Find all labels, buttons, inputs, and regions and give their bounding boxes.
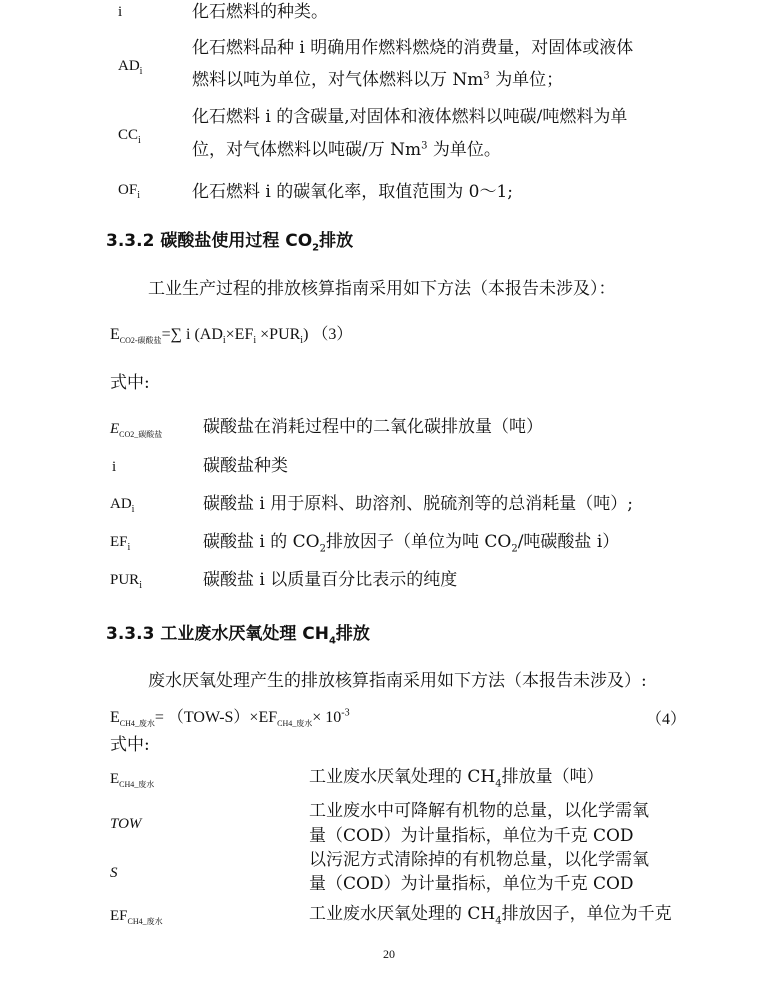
var-e-co2-symbol: $E_{CO2\_碳酸盐}$ bbox=[110, 421, 163, 439]
var-tow-symbol: TOW bbox=[110, 816, 142, 832]
var-cc-description-line1: 化石燃料 i 的含碳量,对固体和液体燃料以吨碳/吨燃料为单 bbox=[192, 107, 628, 127]
formula-3: $E_{CO2-碳酸盐}=\sum$ i $(AD_i\times EF_i \times PUR_i)$ （3） bbox=[110, 326, 353, 347]
section-3-3-3-intro: 废水厌氧处理产生的排放核算指南采用如下方法（本报告未涉及）: bbox=[148, 671, 647, 691]
var-ef-carbonate-description: 碳酸盐 i 的 $CO_2$排放因子（单位为吨 $CO_2/$吨碳酸盐 i） bbox=[203, 532, 620, 555]
var-e-ch4-description: 工业废水厌氧处理的 $CH_4$排放量（吨） bbox=[309, 767, 604, 790]
formula-4-number: （4） bbox=[646, 711, 687, 728]
var-pur-description: 碳酸盐 i 以质量百分比表示的纯度 bbox=[203, 570, 458, 590]
var-i-carbonate-symbol: i bbox=[112, 459, 117, 475]
var-s-description-line1: 以污泥方式清除掉的有机物总量，以化学需氧 bbox=[309, 850, 649, 870]
var-cc-description-line2: 位，对气体燃料以吨碳/万 Nm$^3$ 为单位。 bbox=[192, 140, 501, 160]
var-tow-description-line1: 工业废水中可降解有机物的总量，以化学需氧 bbox=[309, 801, 649, 821]
var-of-symbol: $OF_i$ bbox=[118, 182, 140, 201]
var-e-ch4-symbol: $E_{CH4\_废水}$ bbox=[110, 771, 155, 789]
var-ad-description-line2: 燃料以吨为单位，对气体燃料以万 Nm$^3$ 为单位； bbox=[192, 70, 564, 90]
var-ad-carbonate-description: 碳酸盐 i 用于原料、助溶剂、脱硫剂等的总消耗量（吨）; bbox=[203, 494, 633, 514]
formula-4: $E_{CH4\_废水}= (TOW-S)\times EF_{CH4\_废水}\times 10^{-3}$ bbox=[110, 707, 350, 729]
where-label-4: 式中: bbox=[110, 735, 150, 755]
var-ef-ch4-description: 工业废水厌氧处理的 $CH_4$排放因子，单位为千克 bbox=[309, 904, 672, 927]
var-ad-carbonate-symbol: $AD_i$ bbox=[110, 496, 135, 515]
var-i-carbonate-description: 碳酸盐种类 bbox=[203, 456, 288, 476]
var-cc-symbol: $CC_i$ bbox=[118, 127, 141, 146]
var-ad-symbol: $AD_i$ bbox=[118, 58, 143, 77]
var-i-symbol: i bbox=[118, 4, 123, 20]
var-of-description: 化石燃料 i 的碳氧化率，取值范围为 0～1; bbox=[192, 182, 514, 202]
var-ef-carbonate-symbol: $EF_i$ bbox=[110, 534, 131, 553]
section-heading-3-3-2: 3.3.2 碳酸盐使用过程 $CO_2$排放 bbox=[106, 231, 354, 254]
var-tow-description-line2: 量（COD）为计量指标，单位为千克 COD bbox=[309, 826, 634, 846]
var-ad-description-line1: 化石燃料品种 i 明确用作燃料燃烧的消费量，对固体或液体 bbox=[192, 38, 634, 58]
var-s-description-line2: 量（COD）为计量指标，单位为千克 COD bbox=[309, 874, 634, 894]
section-heading-3-3-3: 3.3.3 工业废水厌氧处理 $CH_4$排放 bbox=[106, 624, 370, 647]
section-3-3-2-intro: 工业生产过程的排放核算指南采用如下方法（本报告未涉及）： bbox=[148, 279, 616, 299]
var-ef-ch4-symbol: $EF_{CH4\_废水}$ bbox=[110, 908, 163, 926]
var-i-description: 化石燃料的种类。 bbox=[192, 2, 328, 22]
page-number: 20 bbox=[383, 947, 395, 961]
where-label-3: 式中: bbox=[110, 373, 150, 393]
var-s-symbol: S bbox=[110, 865, 118, 881]
var-e-co2-description: 碳酸盐在消耗过程中的二氧化碳排放量（吨） bbox=[203, 417, 543, 437]
var-pur-symbol: $PUR_i$ bbox=[110, 572, 142, 591]
